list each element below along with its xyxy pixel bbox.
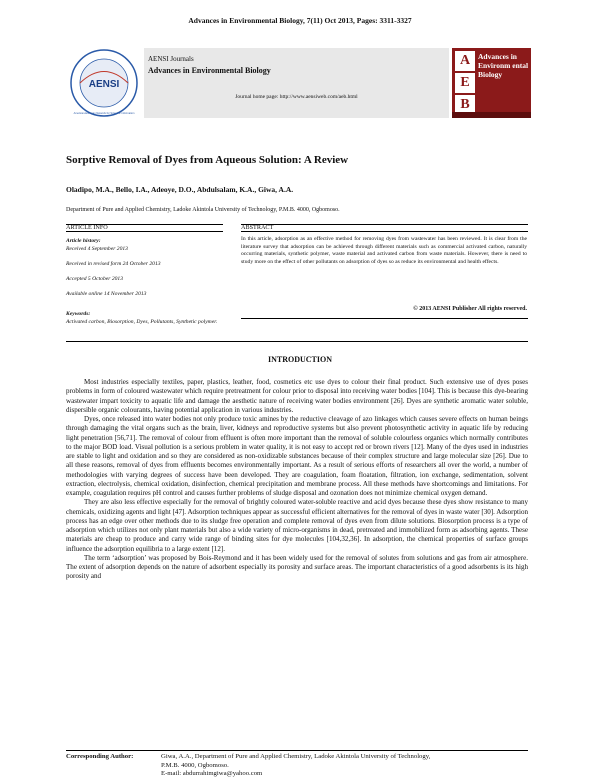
- introduction-body: [66, 378, 528, 582]
- aensi-logo-icon: [66, 48, 142, 118]
- paragraph: Dyes, once released into water bodies not only produce toxic amines by the reductive cleavage of azo linkages which causes severe effects on human beings through damaging the vital organs such as the brain, liver, kidneys and reproductive systems but also prevent photosynthetic activity in aquatic life by reducing light penetration [56,71]. The removal of colour from effluent is often more important than the removal of soluble colourless organics which normally contributes to the major BOD load. Visual pollution is a serious problem in water quality, it is not easy to accept red or brown rivers [12]. Many of the dyes used in industries are stable to light and oxidation and so they are considered as non-oxidizable substances because of their complex structure and large molecular size [26]. Due to all these reasons, removal of dyes from effluents becomes environmentally important. As a result of serious efforts of researchers all over the world, a number of methodologies with varying degrees of success have been developed. They are coagulation, foam floatation, filtration, ion exchange, sedimentation, solvent extraction, electrolysis, chemical oxidation, disinfection, chemical precipitation and membrane process. All these methods have shortcomings and limitations. For example, coagulation requires pH control and causes further problems of sludge disposal and ozonation does not minimize chemical oxygen demand.: [66, 415, 528, 497]
- journal-banner: [144, 48, 449, 118]
- cover-letter-b: B: [455, 95, 475, 115]
- paragraph: Most industries especially textiles, paper, plastics, leather, food, cosmetics etc use dyes to colour their final product. Such extensive use of dyes poses problems in form of coloured wastewater which require pretreatment for colour prior to disposal into receiving water bodies [104]. This is because this dye-bearing wastewater impart toxicity to aquatic life and damage the aesthetic nature of receiving water bodies environment [26]. Dyes are synthetic aromatic water soluble, dispersible organic colourants, having potential application in various industries.: [66, 378, 528, 414]
- paragraph: The term ‘adsorption’ was proposed by Bois-Reymond and it has been widely used for the removal of solutes from solutions and gas from air atmosphere. The extent of adsorption depends on the nature of adsorbent especially its porosity and surface areas. The important characteristics of a good adsorbents is its high porosity and: [66, 553, 528, 581]
- footer-divider: [66, 750, 528, 751]
- cover-title: Advances in Environm ental Biology: [478, 52, 529, 79]
- divider: [66, 231, 223, 232]
- author-address-line: Giwa, A.A., Department of Pure and Applied Chemistry, Ladoke Akintola University of Technology,: [161, 753, 431, 760]
- article-info: [66, 237, 223, 326]
- divider: [241, 224, 528, 225]
- running-head: Advances in Environmental Biology, 7(11) Oct 2013, Pages: 3311-3327: [188, 16, 412, 25]
- section-heading-introduction: INTRODUCTION: [267, 355, 332, 364]
- divider: [241, 318, 528, 319]
- online-date: Available online 14 November 2013: [66, 291, 147, 297]
- journal-label: AENSI Journals: [148, 55, 194, 63]
- history-label: Article history:: [66, 238, 101, 244]
- received-date: Received 4 September 2013: [66, 246, 128, 252]
- journal-header: [66, 48, 531, 118]
- accepted-date: Accepted 5 October 2013: [66, 276, 124, 282]
- corresponding-author-label: Corresponding Author:: [66, 753, 134, 760]
- keywords: Activated carbon, Biosorption, Dyes, Pollutants, Synthetic polymer.: [66, 319, 218, 325]
- journal-cover: [452, 48, 531, 118]
- affiliation: Department of Pure and Applied Chemistry, Ladoke Akintola University of Technology, P.M.B. 4000, Ogbomoso.: [66, 207, 340, 213]
- author-email[interactable]: E-mail: abdurrahimgiwa@yahoo.com: [161, 770, 263, 778]
- copyright-notice: © 2013 AENSI Publisher All rights reserved.: [413, 306, 527, 312]
- abstract-heading: ABSTRACT: [241, 224, 274, 231]
- cover-letter-e: E: [455, 73, 475, 93]
- logo-wordmark: AENSI: [88, 79, 120, 90]
- paragraph: They are also less effective especially for the removal of brightly coloured water-soluble reactive and acid dyes because these dyes show resistance to many chemicals, oxidizing agents and light [47]. Adsorption techniques appear as successful efficient alternatives for the removal of dyes in waste water [30]. Adsorption process has an edge over other methods due to its sludge free operation and complete removal of dyes even from dilute solutions. Biosorption process is a type of adsorption which utilizes not only plant materials but also a wide variety of micro-organisms in dead, pretreated and immobilized form as adsorbing agents. These materials are cheap to produce and carry wide range of binding sites for dye molecules [104,32,36]. In adsorption, the chemical properties of surface groups influence the adsorption equilibria to a large extent [12].: [66, 498, 528, 553]
- abstract-text: In this article, adsorption as an effective method for removing dyes from wastewater has been reviewed. It is clear from the literature survey that adsorption can be achieved through different materials such as commercial activated carbon, naturally occurring materials, synthetic polymer, waste material and activated carbon from waste materials. However, there is need to study more on the effect of other pollutants on adsorption of dyes so as reduce its environmental and health effects.: [241, 236, 527, 265]
- journal-homepage-link[interactable]: Journal home page: http://www.aensiweb.com/aeb.html: [235, 94, 358, 100]
- author-list: Oladipo, M.A., Bello, I.A., Adeoye, D.O., Abdulsalam, K.A., Giwa, A.A.: [66, 185, 294, 194]
- author-address-line: P.M.B. 4000, Ogbomoso.: [161, 761, 229, 769]
- cover-stripe: [452, 112, 531, 118]
- article-title: Sorptive Removal of Dyes from Aqueous Solution: A Review: [66, 154, 349, 166]
- revised-date: Received in revised form 24 October 2013: [66, 261, 161, 267]
- journal-title: Advances in Environmental Biology: [148, 66, 271, 75]
- cover-letter-a: A: [455, 51, 475, 71]
- divider: [241, 231, 528, 232]
- divider: [66, 341, 528, 342]
- article-info-heading: ARTICLE INFO: [66, 224, 108, 231]
- keywords-label: Keywords:: [66, 311, 91, 317]
- logo-ring-text: American-Eurasian Network for Scientific Information: [73, 112, 135, 115]
